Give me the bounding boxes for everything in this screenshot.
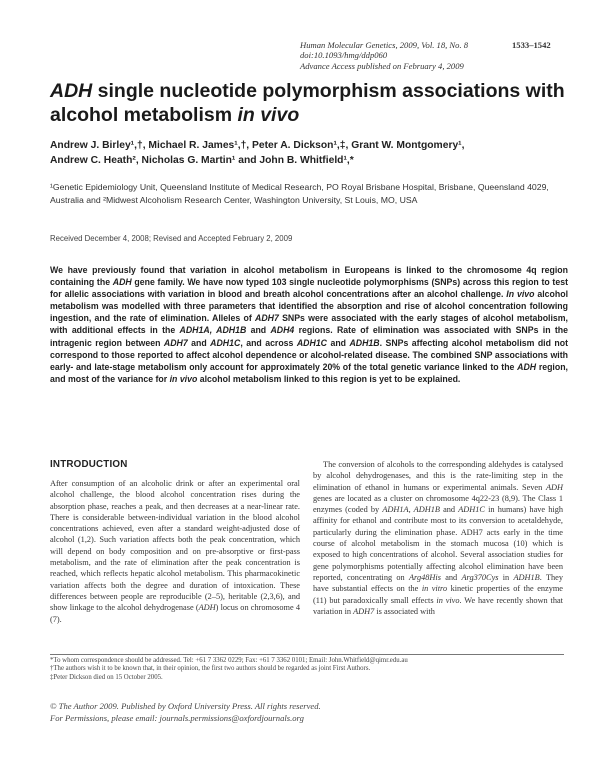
body-text: . They have substantial effects on the <box>313 572 564 594</box>
doi-line: doi:10.1093/hmg/ddp060 <box>300 50 388 61</box>
abstract-text: and <box>187 337 211 348</box>
body-italic: Arg370Cys <box>461 572 499 582</box>
abstract-italic: ADH7 <box>255 313 279 324</box>
abstract-text: . SNPs affecting alcohol metabolism did not correspond to those reported to affect alcohol dependence or alcohol-related disease. The combined SNP associations with early- and late-stage metabolism only account for approximately 20% of the total genetic variance linked to the <box>50 337 569 372</box>
author-line: Andrew C. Heath², Nicholas G. Martin¹ and John B. Whitfield¹,* <box>50 155 354 167</box>
copyright-line: © The Author 2009. Published by Oxford University Press. All rights reserved. <box>50 701 321 711</box>
intro-left-column <box>50 478 300 625</box>
footnotes <box>50 657 564 682</box>
permissions-line: For Permissions, please email: journals.permissions@oxfordjournals.org <box>50 713 304 723</box>
body-text: kinetic properties of the enzyme (11) but paradoxically small effects <box>313 584 563 605</box>
body-text: and <box>439 505 459 515</box>
body-text: in <box>498 572 514 582</box>
body-text: After consumption of an alcoholic drink or after an experimental oral alcohol challenge, the blood alcohol concentration rises during the absorption phase, reaches a peak, and then decreases at a near-linear rate. There is considerable between-individual variation in the blood alcohol concentrations achieved, even after a standard weight-adjusted dose of alcohol (1,2). Such variation affects both the peak concentration, which will depend on body composition and on pre-absorptive or first-pass metabolism, and the rate of elimination after the peak concentration is reached, which reflects hepatic alcohol metabolism. This pharmacokinetic variation affects both the degree and duration of intoxication. These differences between people are reproducible (2–5), heritable (2,3,6), and show linkage to the alcohol dehydrogenase ( <box>50 479 300 613</box>
body-text: . We have recently shown that variation in <box>313 595 563 616</box>
page-range: 1533–1542 <box>512 40 551 50</box>
abstract-text: alcohol metabolism was modelled with three parameters that identified the absorption and rise of alcohol concentration following ingestion, and the rate of elimination. Alleles of <box>50 289 568 324</box>
abstract-italic: ADH1C <box>296 337 328 348</box>
abstract-italic: In vivo <box>506 289 535 300</box>
body-text: and <box>440 572 462 582</box>
title-italic-end: in vivo <box>237 103 300 126</box>
title-italic-gene: ADH <box>50 80 93 102</box>
body-text: in humans) have high affinity for ethanol and contribute most to its conversion to acetaldehyde, particularly during the elimination phase. ADH7 acts early in the time course of alcohol metabolism in the stomach mucosa (10) which is exposed to high concentrations of alcohol. Several association studies for gene polymorphisms potentially affecting alcohol elimination have been reported, concentrating on <box>313 505 563 582</box>
abstract-text: SNPs were associated with the early stages of alcohol metabolism, with additional effects in the <box>50 313 568 336</box>
journal-citation <box>300 40 560 71</box>
abstract-text: alcohol metabolism linked to this region is yet to be explained. <box>197 373 461 384</box>
journal-citation-line: Human Molecular Genetics, 2009, Vol. 18, No. 8 <box>300 40 469 50</box>
author-line: Andrew J. Birley¹,†, Michael R. James¹,†, Peter A. Dickson¹,‡, Grant W. Montgomery¹, <box>50 140 465 151</box>
footnote-divider <box>50 654 564 655</box>
footnote-joint-authors: †The authors wish it to be known that, in their opinion, the first two authors should be regarded as joint First Authors. <box>50 665 371 673</box>
body-italic: ADH <box>198 603 216 613</box>
body-italic: in vivo <box>436 595 460 605</box>
body-italic: ADH <box>545 482 563 492</box>
abstract-text: , and across <box>240 337 297 348</box>
abstract-text: and <box>246 325 271 336</box>
abstract-text: gene family. We have now typed 103 single nucleotide polymorphisms (SNPs) across this region to test for allelic associations with variation in blood and breath alcohol concentrations after an alcohol challenge. <box>50 277 568 300</box>
abstract-italic: in vivo <box>169 373 198 384</box>
body-italic: ADH1C <box>458 505 485 515</box>
body-italic: ADH1B <box>513 572 540 582</box>
body-italic: ADH1A, ADH1B <box>382 505 440 515</box>
body-italic: Arg48His <box>408 572 441 582</box>
abstract-italic: ADH <box>517 361 537 372</box>
abstract-italic: ADH1C <box>210 337 241 348</box>
abstract-text: region, and most of the variance for <box>50 361 568 384</box>
body-italic: in vitro <box>421 584 448 594</box>
body-text: ) locus on chromosome 4 (7). <box>50 603 300 624</box>
body-italic: ADH7 <box>353 606 375 616</box>
article-title <box>50 80 570 127</box>
abstract-italic: ADH1A, ADH1B <box>179 325 247 336</box>
abstract-text: We have previously found that variation in alcohol metabolism in Europeans is linked to the chromosome 4q region containing the <box>50 265 568 288</box>
author-list <box>50 138 570 168</box>
section-heading-introduction: INTRODUCTION <box>50 459 128 470</box>
abstract-text: and <box>327 337 350 348</box>
title-text: single nucleotide polymorphism associations with alcohol metabolism <box>50 80 565 126</box>
body-text: genes are located as a cluster on chromosome 4q22-23 (8,9). The Class 1 enzymes (coded by <box>313 493 563 515</box>
abstract-text: regions. Rate of elimination was associated with SNPs in the intragenic region between <box>50 325 569 348</box>
abstract <box>50 264 568 385</box>
intro-right-column <box>313 459 563 617</box>
footnote-correspondence: *To whom correspondence should be addressed. Tel: +61 7 3362 0229; Fax: +61 7 3362 0101; Email: John.Whitfield@qimr.edu.au <box>50 657 408 664</box>
body-text: is associated with <box>374 606 435 616</box>
advance-access-line: Advance Access published on February 4, 2009 <box>300 60 464 71</box>
abstract-italic: ADH4 <box>270 325 295 336</box>
affiliations: ¹Genetic Epidemiology Unit, Queensland Institute of Medical Research, PO Royal Brisbane Hospital, Brisbane, Queensland 4029, Australia and ²Midwest Alcoholism Research Center, Washington University, St Louis, MO, USA <box>50 182 549 205</box>
body-text: The conversion of alcohols to the corresponding aldehydes is catalysed by alcohol dehydrogenases, and this is the rate-limiting step in the elimination of ethanol in humans or experimental animals. Seven <box>313 460 563 492</box>
copyright-notice <box>50 700 564 724</box>
abstract-italic: ADH <box>112 277 132 288</box>
abstract-italic: ADH1B <box>349 337 380 348</box>
abstract-italic: ADH7 <box>163 337 188 348</box>
footnote-deceased: ‡Peter Dickson died on 15 October 2005. <box>50 673 163 681</box>
received-dates: Received December 4, 2008; Revised and Accepted February 2, 2009 <box>50 234 293 243</box>
